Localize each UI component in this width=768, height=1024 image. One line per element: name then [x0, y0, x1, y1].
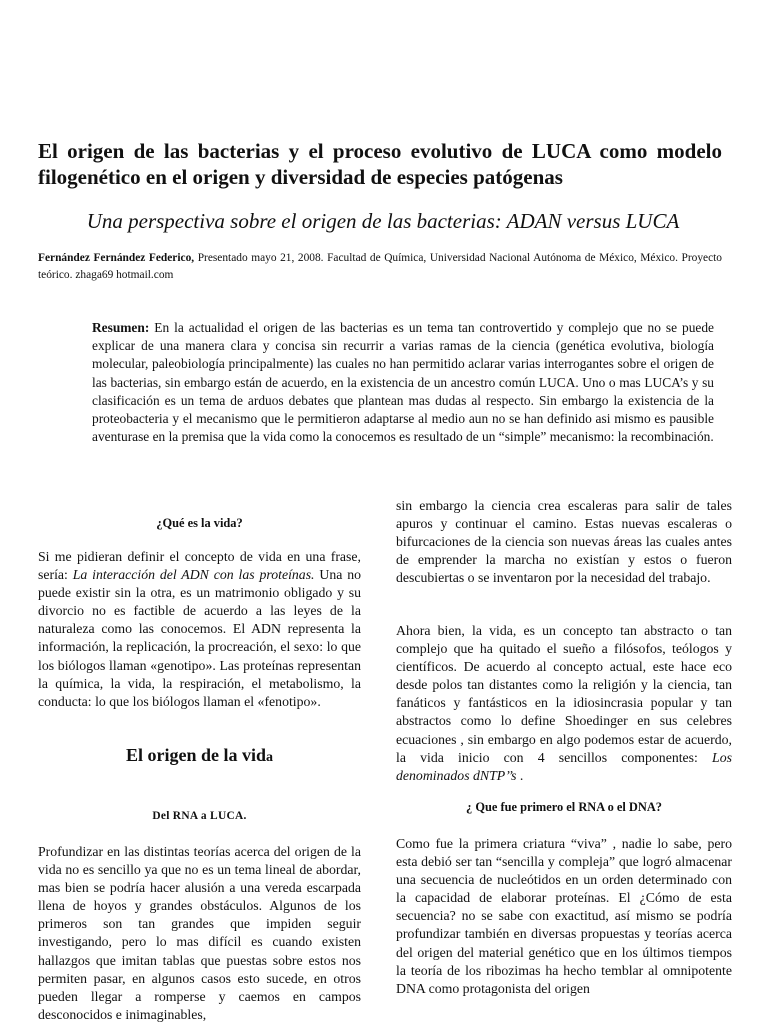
left-paragraph-2	[38, 843, 361, 1024]
right-paragraph-1	[396, 497, 732, 587]
heading-rna-o-dna: ¿ Que fue primero el RNA o el DNA?	[466, 800, 662, 814]
right-paragraph-2	[396, 622, 732, 785]
subheading-rna-luca: Del RNA a LUCA.	[152, 810, 247, 822]
right-p2-start: Ahora bien, la vida, es un concepto tan abstracto o tan complejo que ha quitado el sueño a filósofos, teólogos y científicos. De acuerdo al concepto actual, este hace eco desde polos tan distantes como la religión y la ciencia, tan fanáticos y fantásticos en la idiosincrasia popular y tan abstractos como lo define Shoedinger en sus celebres ecuaciones , sin embargo en algo podemos estar de acuerdo, la vida inicio con 4 sencillos componentes:	[396, 623, 732, 765]
paper-title: El origen de las bacterias y el proceso evolutivo de LUCA como modelo filogenético en el origen y diversidad de especies patógenas	[38, 139, 722, 189]
author-info: Presentado mayo 21, 2008. Facultad de Química, Universidad Nacional Autónoma de México, México. Proyecto teórico. zhaga69 hotmail.com	[38, 252, 722, 281]
abstract-label: Resumen:	[92, 320, 150, 335]
author-line	[38, 250, 722, 284]
right-p1-text: sin embargo la ciencia crea escaleras para salir de tales apuros y continuar el camino. Estas nuevas escaleras o bifurcaciones de la ciencia son nuevas áreas las cuales antes de emprender la marcha no existían y estos o fueron descubiertas o se inventaron por la necesidad del trabajo.	[396, 498, 732, 586]
left-p2-text: Profundizar en las distintas teorías acerca del origen de la vida no es sencillo ya que no es un tema lineal de abordar, mas bien se podría hacer alusión a una vereda escarpada llena de hoyos y grandes obstáculos. Algunos de los primeros son tan grandes que impiden seguir investigando, pero lo mas difícil es cuando existen hallazgos que imitan tablas que puestas sobre estos nos permiten pasar, en algunos casos esto sucede, en otros pueden llegar a romperse y caemos en campos desconocidos e inimaginables,	[38, 844, 361, 1022]
abstract-text: En la actualidad el origen de las bacterias es un tema tan controvertido y complejo que no se puede explicar de una manera clara y concisa sin recurrir a varias ramas de la ciencia (genética evolutiva, biología molecular, paleobiología principalmente) las cuales no han permitido aclarar varias interrogantes sobre el origen de las bacterias, sin embargo están de acuerdo, en la existencia de un ancestro común LUCA. Uno o mas LUCA’s y su clasificación es un tema de arduos debates que plantean mas dudas al respecto. Sin embargo la existencia de la proteobacteria y el mecanismo que le permitieron adaptarse al medio aun no se han definido asi mismo es pausible aventurase en la premisa que la vida como la conocemos es resultado de un “simple” mecanismo: la recombinación.	[92, 320, 714, 445]
right-p3-text: Como fue la primera criatura “viva” , nadie lo sabe, pero esta debió ser tan “sencilla y compleja” que logró almacenar una secuencia de nucleótidos en un orden determinado con la capacidad de elaborar proteínas. El ¿Cómo de esta secuencia? no se sabe con exactitud, así mismo se podría profundizar también en diversas propuestas y teorías acerca del origen del material genético que en los últimos tiempos la teoría de los ribozimas ha hecho temblar al omnipotente DNA como protagonista del origen	[396, 836, 732, 996]
left-p1-start: Si me pidieran definir el concepto de vida en una frase, sería:	[38, 549, 361, 583]
left-p1-end: Una no puede existir sin la otra, es un matrimonio obligado y su divorcio no es factible de acuerdo a las leyes de la naturaleza como las conocemos. El ADN representa la información, la replicación, la procreación, el sexo: lo que los biólogos llaman «genotipo». Las proteínas representan la química, la vida, la respiración, el metabolismo, la conducta: lo que los biólogos llaman el «fenotipo».	[38, 567, 361, 709]
author-name: Fernández Fernández Federico,	[38, 252, 195, 264]
section-title-main: El origen de la vid	[125, 745, 266, 765]
left-p1-italic: La interacción del ADN con las proteínas.	[72, 567, 315, 583]
abstract	[92, 319, 714, 446]
right-paragraph-3	[396, 835, 732, 998]
heading-que-es-la-vida: ¿Qué es la vida?	[156, 516, 243, 530]
left-paragraph-1	[38, 548, 361, 711]
right-p2-italic: Los denominados dNTP’’s	[396, 749, 732, 783]
section-title	[38, 745, 361, 766]
right-p2-end: .	[516, 767, 524, 783]
paper-subtitle: Una perspectiva sobre el origen de las bacterias: ADAN versus LUCA	[86, 209, 680, 233]
section-title-tail: a	[266, 750, 273, 765]
